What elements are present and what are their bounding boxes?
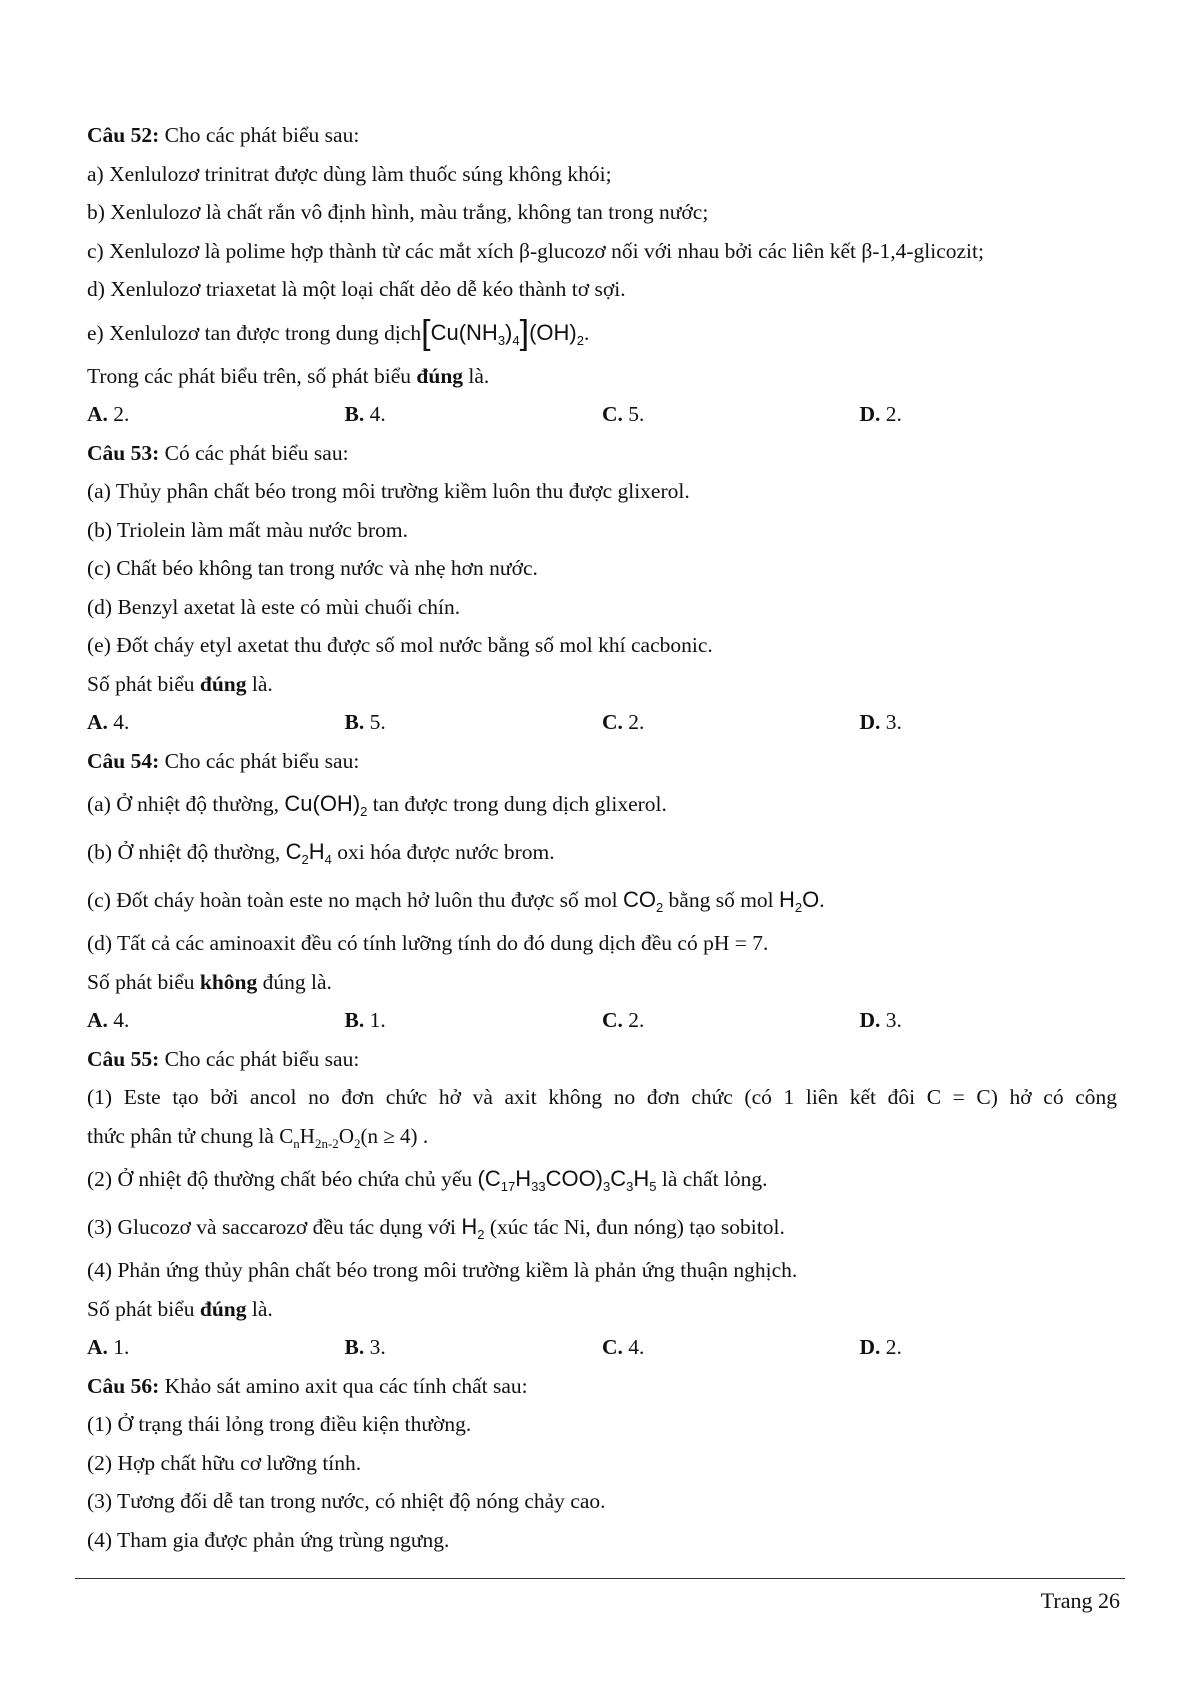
option-letter: A. <box>87 1335 108 1359</box>
question-stem: Cho các phát biểu sau: <box>159 123 360 147</box>
prompt-text: Số phát biểu <box>87 1296 200 1321</box>
option-letter: A. <box>87 1008 108 1032</box>
statement-text: . <box>819 888 825 912</box>
statement-a: a) Xenlulozơ trinitrat được dùng làm thuốc súng không khói; <box>87 161 612 186</box>
question-stem: Khảo sát amino axit qua các tính chất sau: <box>159 1373 528 1398</box>
prompt-emphasis: đúng <box>199 1296 247 1321</box>
option-c[interactable] <box>602 1328 860 1367</box>
option-letter: D. <box>859 710 881 734</box>
formula-carbon-dioxide: $CO_2$ <box>622 887 664 915</box>
option-value: 4. <box>622 1335 645 1359</box>
prompt-emphasis: đúng <box>416 363 464 388</box>
option-letter: B. <box>344 710 365 734</box>
option-value: 2. <box>880 402 902 426</box>
option-value: 3. <box>364 1335 386 1359</box>
option-letter: C. <box>602 710 623 734</box>
question-53-heading <box>87 434 1117 473</box>
option-letter: C. <box>602 1335 623 1359</box>
option-value: 2. <box>622 710 645 734</box>
option-c[interactable] <box>602 1001 860 1040</box>
statement-d: d) Xenlulozơ triaxetat là một loại chất dẻo dễ kéo thành tơ sợi. <box>87 277 626 301</box>
formula-tetraammine-copper-hydroxide: $[Cu(NH_3)_4](OH)_2$ <box>421 313 584 352</box>
statement-b <box>87 828 1117 876</box>
option-b[interactable] <box>345 1001 603 1040</box>
question-56-heading <box>87 1367 1117 1406</box>
question-label: Câu 55: <box>87 1046 160 1071</box>
prompt-text: là. <box>463 363 490 388</box>
footer-divider <box>75 1578 1125 1579</box>
prompt-text: đúng là. <box>257 969 332 994</box>
option-a[interactable] <box>87 1001 345 1040</box>
option-value: 1. <box>107 1335 130 1359</box>
option-d[interactable] <box>860 703 1118 742</box>
option-d[interactable] <box>860 1001 1118 1040</box>
option-a[interactable] <box>87 1328 345 1367</box>
statement-1-line-2 <box>87 1117 1117 1156</box>
option-letter: C. <box>602 402 623 426</box>
option-a[interactable] <box>87 703 345 742</box>
option-value: 3. <box>880 1008 902 1032</box>
statement-text: (c) Đốt cháy hoàn toàn este no mạch hở luôn thu được số mol <box>87 888 623 912</box>
question-label: Câu 53: <box>87 440 160 465</box>
answer-options <box>87 1001 1117 1040</box>
option-value: 3. <box>880 710 902 734</box>
option-b[interactable] <box>345 1328 603 1367</box>
statement-text: e) Xenlulozơ tan được trong dung dịch <box>87 320 422 345</box>
statement-1: (1) Ở trạng thái lỏng trong điều kiện thường. <box>87 1412 472 1436</box>
option-c[interactable] <box>602 395 860 434</box>
statement-text: oxi hóa được nước brom. <box>331 840 555 864</box>
statement-text: là chất lỏng. <box>656 1167 768 1191</box>
statement-1-line-1: (1) Este tạo bởi ancol no đơn chức hở và axit không no đơn chức (có 1 liên kết đôi C = C) hở có công <box>87 1085 1117 1109</box>
statement-c: c) Xenlulozơ là polime hợp thành từ các mắt xích β-glucozơ nối với nhau bởi các liên kết β-1,4-glicozit; <box>87 238 984 263</box>
question-prompt <box>87 1290 1117 1329</box>
statement-b: b) Xenlulozơ là chất rắn vô định hình, màu trắng, không tan trong nước; <box>87 200 709 224</box>
option-value: 4. <box>107 1008 130 1032</box>
statement-a <box>87 780 1117 828</box>
formula-general-ester: $C_nH_{2n-2}O_2(n \ge 4)$ <box>279 1123 418 1151</box>
option-letter: B. <box>344 402 365 426</box>
statement-text: tan được trong dung dịch glixerol. <box>367 792 667 816</box>
formula-ethylene: $C_2H_4$ <box>285 839 332 867</box>
page-number: Trang 26 <box>1040 1588 1120 1613</box>
formula-hydrogen: $H_2$ <box>461 1214 485 1242</box>
question-54-heading <box>87 742 1117 781</box>
prompt-text: Trong các phát biểu trên, số phát biểu <box>87 363 417 388</box>
option-value: 5. <box>622 402 645 426</box>
statement-b: (b) Triolein làm mất màu nước brom. <box>87 517 408 542</box>
option-value: 2. <box>880 1335 902 1359</box>
statement-3 <box>87 1203 1117 1251</box>
option-letter: B. <box>344 1008 365 1032</box>
option-letter: B. <box>344 1335 365 1359</box>
question-stem: Cho các phát biểu sau: <box>159 748 360 773</box>
statement-e: (e) Đốt cháy etyl axetat thu được số mol nước bằng số mol khí cacbonic. <box>87 633 713 657</box>
option-a[interactable] <box>87 395 345 434</box>
prompt-text: là. <box>246 671 273 696</box>
statement-4: (4) Phản ứng thủy phân chất béo trong môi trường kiềm là phản ứng thuận nghịch. <box>87 1258 798 1282</box>
statement-text: . <box>417 1123 429 1148</box>
statement-text: bằng số mol <box>663 888 780 912</box>
prompt-text: Số phát biểu <box>87 671 200 696</box>
prompt-emphasis: không <box>199 969 258 994</box>
statement-c: (c) Chất béo không tan trong nước và nhẹ hơn nước. <box>87 556 538 580</box>
option-d[interactable] <box>860 395 1118 434</box>
option-letter: D. <box>859 1335 881 1359</box>
prompt-text: Số phát biểu <box>87 969 200 994</box>
option-letter: A. <box>87 402 108 426</box>
statement-2 <box>87 1155 1117 1203</box>
option-value: 4. <box>107 710 130 734</box>
formula-copper-hydroxide: $Cu(OH)_2$ <box>284 791 368 819</box>
question-52-heading <box>87 116 1117 155</box>
option-value: 2. <box>622 1008 645 1032</box>
option-d[interactable] <box>860 1328 1118 1367</box>
option-b[interactable] <box>345 703 603 742</box>
option-letter: D. <box>859 402 881 426</box>
option-value: 2. <box>107 402 130 426</box>
formula-water: $H_2O$ <box>779 887 820 915</box>
statement-e <box>87 309 1117 357</box>
option-value: 5. <box>364 710 386 734</box>
statement-3: (3) Tương đối dễ tan trong nước, có nhiệt độ nóng chảy cao. <box>87 1489 606 1513</box>
option-value: 4. <box>364 402 386 426</box>
answer-options <box>87 395 1117 434</box>
question-label: Câu 56: <box>87 1373 160 1398</box>
option-value: 1. <box>364 1008 386 1032</box>
option-letter: A. <box>87 710 108 734</box>
statement-d: (d) Tất cả các aminoaxit đều có tính lưỡng tính do đó dung dịch đều có pH = 7. <box>87 931 769 955</box>
statement-c <box>87 876 1117 924</box>
option-c[interactable] <box>602 703 860 742</box>
statement-4: (4) Tham gia được phản ứng trùng ngưng. <box>87 1527 450 1552</box>
formula-triolein: $(C_{17}H_{33}COO)_3C_3H_5$ <box>477 1166 657 1194</box>
option-b[interactable] <box>345 395 603 434</box>
question-prompt <box>87 665 1117 704</box>
statement-text: (xúc tác Ni, đun nóng) tạo sobitol. <box>484 1215 785 1239</box>
statement-d: (d) Benzyl axetat là este có mùi chuối chín. <box>87 594 461 619</box>
statement-text: (3) Glucozơ và saccarozơ đều tác dụng với <box>87 1215 462 1239</box>
option-letter: C. <box>602 1008 623 1032</box>
question-stem: Cho các phát biểu sau: <box>159 1046 360 1071</box>
statement-text: (2) Ở nhiệt độ thường chất béo chứa chủ yếu <box>87 1167 478 1191</box>
page-content <box>87 116 1117 1559</box>
answer-options <box>87 1328 1117 1367</box>
statement-a: (a) Thủy phân chất béo trong môi trường kiềm luôn thu được glixerol. <box>87 479 690 503</box>
question-prompt <box>87 963 1117 1002</box>
question-stem: Có các phát biểu sau: <box>159 440 349 465</box>
question-55-heading <box>87 1040 1117 1079</box>
statement-text: thức phân tử chung là <box>87 1123 280 1148</box>
answer-options <box>87 703 1117 742</box>
statement-text: . <box>583 320 590 345</box>
question-label: Câu 52: <box>87 123 160 147</box>
prompt-text: là. <box>246 1296 273 1321</box>
question-prompt <box>87 357 1117 396</box>
statement-text: (a) Ở nhiệt độ thường, <box>87 792 285 816</box>
statement-text: (b) Ở nhiệt độ thường, <box>87 840 286 864</box>
question-label: Câu 54: <box>87 748 160 773</box>
option-letter: D. <box>859 1008 881 1032</box>
statement-2: (2) Hợp chất hữu cơ lưỡng tính. <box>87 1450 362 1475</box>
prompt-emphasis: đúng <box>199 671 247 696</box>
